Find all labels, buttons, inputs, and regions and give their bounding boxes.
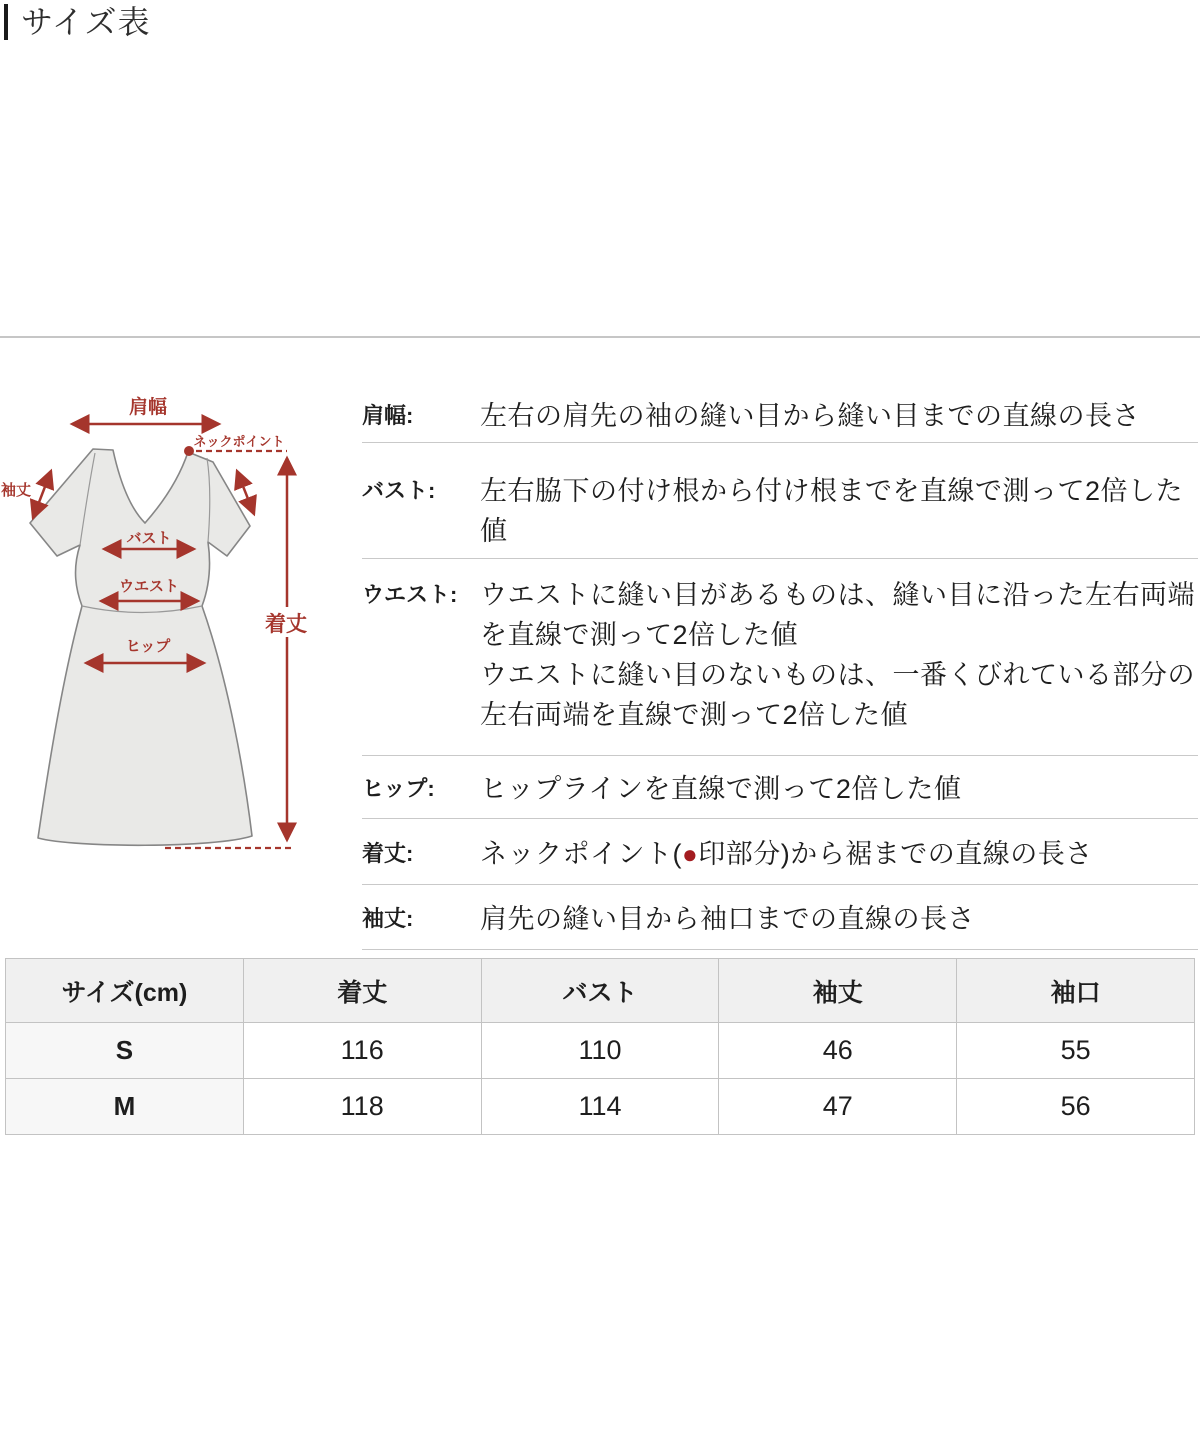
size-table [5, 958, 1195, 1135]
table-row-s [6, 1023, 1195, 1079]
definition-text: 左右の肩先の袖の縫い目から縫い目までの直線の長さ [480, 401, 1140, 431]
dress-measurement-diagram [0, 390, 340, 870]
definition-row-waist [362, 559, 1198, 756]
length-label: 着丈 [265, 613, 307, 636]
value-cell: 114 [481, 1079, 719, 1135]
definition-text: ネックポイント(●印部分)から裾までの直線の長さ [480, 839, 1093, 869]
size-table-header-row [6, 959, 1195, 1023]
measurement-definitions [362, 390, 1198, 950]
definition-text: ヒップラインを直線で測って2倍した値 [480, 774, 962, 804]
value-cell: 56 [957, 1079, 1195, 1135]
col-header-cuff: 袖口 [957, 959, 1195, 1023]
neck-point-label: ネックポイント [193, 434, 285, 449]
definition-text: を直線で測って2倍した値 [480, 620, 799, 650]
value-cell: 118 [243, 1079, 481, 1135]
table-row-m [6, 1079, 1195, 1135]
section-header [0, 0, 1200, 44]
value-cell: 116 [243, 1023, 481, 1079]
definition-row-length [362, 819, 1198, 885]
title-accent-bar [4, 4, 8, 40]
definition-row-sleeve [362, 885, 1198, 950]
definition-term: 肩幅: [362, 403, 414, 428]
bust-label: バスト [126, 530, 172, 547]
neck-point-marker: ● [682, 839, 699, 869]
header-divider [0, 336, 1200, 338]
definition-row-hip [362, 756, 1198, 819]
definition-text: 左右両端を直線で測って2倍した値 [480, 700, 909, 730]
shoulder-width-label: 肩幅 [128, 397, 168, 418]
definition-term: ヒップ: [362, 776, 435, 801]
col-header-sleeve-length: 袖丈 [719, 959, 957, 1023]
col-header-size: サイズ(cm) [6, 959, 244, 1023]
definition-row-shoulder [362, 390, 1198, 443]
page-title: サイズ表 [21, 4, 151, 40]
definition-term: バスト: [362, 478, 436, 503]
col-header-bust: バスト [481, 959, 719, 1023]
col-header-length: 着丈 [243, 959, 481, 1023]
definition-term: 袖丈: [362, 906, 414, 931]
value-cell: 55 [957, 1023, 1195, 1079]
sleeve-length-label: 袖丈 [1, 482, 32, 499]
value-cell: 110 [481, 1023, 719, 1079]
waist-label: ウエスト [118, 578, 180, 595]
neck-point-dot [184, 446, 194, 456]
value-cell: 47 [719, 1079, 957, 1135]
definition-text: ウエストに縫い目があるものは、縫い目に沿った左右両端 [480, 580, 1195, 610]
hip-label: ヒップ [125, 638, 171, 655]
definition-term: 着丈: [362, 841, 414, 866]
value-cell: 46 [719, 1023, 957, 1079]
size-label: S [6, 1023, 244, 1079]
definition-row-bust [362, 443, 1198, 559]
definition-term: ウエスト: [362, 582, 458, 607]
definition-text: 左右脇下の付け根から付け根までを直線で測って2倍した値 [480, 476, 1184, 546]
size-label: M [6, 1079, 244, 1135]
definition-text: 肩先の縫い目から袖口までの直線の長さ [480, 904, 975, 934]
definition-text: ウエストに縫い目のないものは、一番くびれている部分の [480, 660, 1195, 690]
